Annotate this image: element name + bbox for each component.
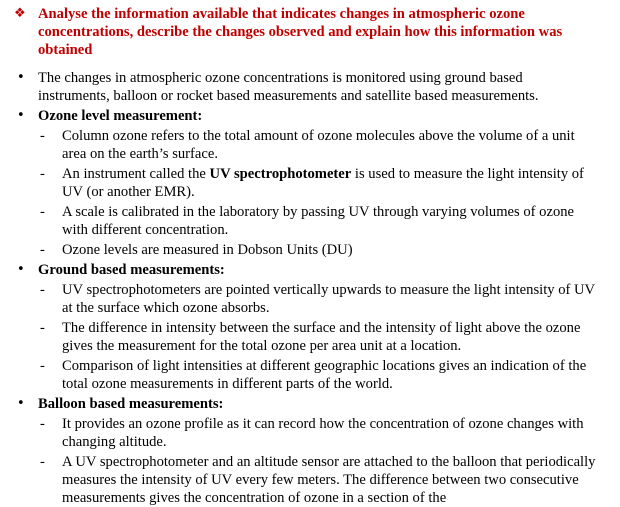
section-title: Ground based measurements: bbox=[38, 262, 225, 278]
list-item bbox=[14, 165, 614, 201]
section-title: Ozone level measurement: bbox=[38, 108, 203, 124]
list-item-text: UV spectrophotometers are pointed vertically upwards to measure the light intensity of UV at the surface which ozone absorbs. bbox=[62, 282, 595, 316]
question-heading bbox=[14, 5, 614, 59]
list-item bbox=[14, 281, 614, 317]
dash-bullet: - bbox=[40, 204, 45, 220]
text-run: An instrument called the bbox=[62, 166, 210, 182]
section-balloon-based bbox=[14, 395, 614, 413]
section-title: Balloon based measurements: bbox=[38, 396, 224, 412]
dash-bullet: - bbox=[40, 128, 45, 144]
intro-bullet bbox=[14, 69, 614, 105]
bullet-dot-icon: • bbox=[17, 262, 25, 277]
list-item-text: A scale is calibrated in the laboratory by passing UV through varying volumes of ozone with different concentration. bbox=[62, 204, 575, 238]
list-item bbox=[14, 241, 614, 259]
list-item-text: Column ozone refers to the total amount of ozone molecules above the volume of a unit area on the earth’s surface. bbox=[62, 128, 575, 162]
list-item bbox=[14, 203, 614, 239]
bold-term: UV spectrophotometer bbox=[209, 166, 352, 182]
bullet-dot-icon: • bbox=[17, 396, 25, 411]
heading-text: Analyse the information available that indicates changes in atmospheric ozone concentrations, describe the changes observed and explain how this information was obtained bbox=[38, 6, 563, 58]
diamond-bullet-icon: ❖ bbox=[14, 6, 26, 21]
dash-bullet: - bbox=[40, 454, 45, 470]
dash-bullet: - bbox=[40, 358, 45, 374]
dash-bullet: - bbox=[40, 166, 45, 182]
list-item-text: A UV spectrophotometer and an altitude sensor are attached to the balloon that periodically measures the intensity of UV every few meters. The difference between two consecutive measurements gives the concentration of ozone in a section of the bbox=[62, 454, 596, 506]
list-item bbox=[14, 415, 614, 451]
list-item-text: Ozone levels are measured in Dobson Units (DU) bbox=[62, 242, 353, 258]
section-ozone-level-items bbox=[14, 127, 614, 259]
dash-bullet: - bbox=[40, 282, 45, 298]
bullet-dot-icon: • bbox=[17, 70, 25, 85]
text-run: is used to measure the light intensity of UV (or another EMR). bbox=[62, 166, 584, 200]
list-item bbox=[14, 453, 614, 507]
dash-bullet: - bbox=[40, 416, 45, 432]
intro-text: The changes in atmospheric ozone concentrations is monitored using ground based instruments, balloon or rocket based measurements and satellite based measurements. bbox=[38, 70, 539, 104]
bullet-dot-icon: • bbox=[17, 108, 25, 123]
section-ground-based bbox=[14, 261, 614, 279]
notes-content bbox=[14, 69, 614, 507]
list-item bbox=[14, 357, 614, 393]
dash-bullet: - bbox=[40, 242, 45, 258]
list-item bbox=[14, 319, 614, 355]
list-item bbox=[14, 127, 614, 163]
list-item-text: It provides an ozone profile as it can record how the concentration of ozone changes with changing altitude. bbox=[62, 416, 584, 450]
list-item-text: The difference in intensity between the surface and the intensity of light above the ozone gives the measurement for the total ozone per area unit at a location. bbox=[62, 320, 581, 354]
section-balloon-based-items bbox=[14, 415, 614, 507]
section-ozone-level bbox=[14, 107, 614, 125]
list-item-text bbox=[62, 165, 602, 201]
dash-bullet: - bbox=[40, 320, 45, 336]
section-ground-based-items bbox=[14, 281, 614, 393]
list-item-text: Comparison of light intensities at different geographic locations gives an indication of the total ozone measurements in different parts of the world. bbox=[62, 358, 587, 392]
